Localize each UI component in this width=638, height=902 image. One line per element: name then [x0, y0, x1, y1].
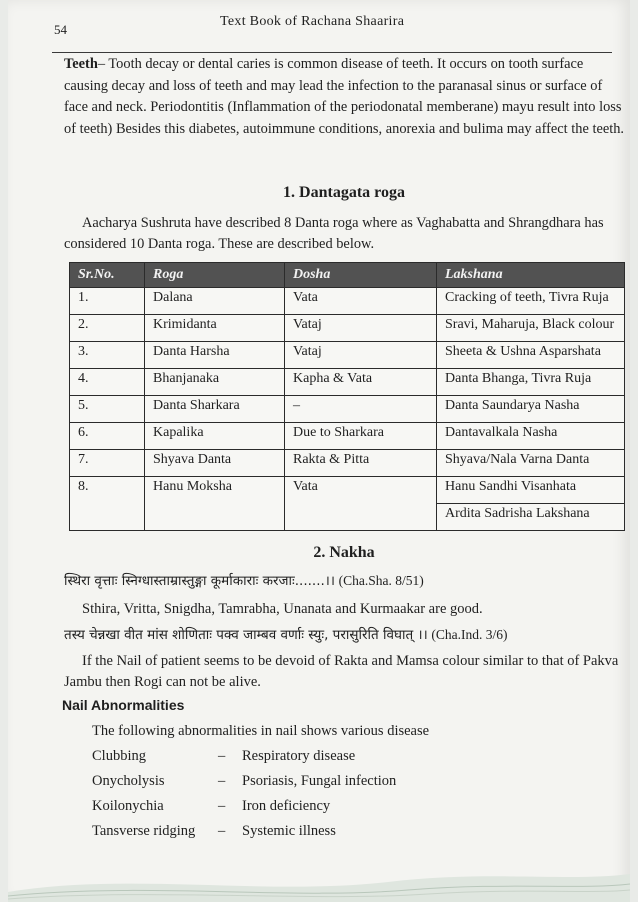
cell-lakshana: Hanu Sandhi Visanhata: [437, 477, 625, 504]
page-number: 54: [54, 22, 67, 37]
cell-dosha: Vata: [285, 477, 437, 531]
list-dash: –: [218, 748, 226, 764]
cell-roga: Dalana: [145, 288, 285, 315]
table-row: [70, 369, 625, 396]
abnormality-description: Respiratory disease: [242, 748, 356, 764]
book-page: [8, 0, 630, 902]
cell-roga: Danta Harsha: [145, 342, 285, 369]
cell-sr: 5.: [70, 396, 145, 423]
abnormality-term: Koilonychia: [92, 798, 164, 814]
table-row: [70, 315, 625, 342]
teeth-paragraph: [64, 54, 624, 140]
cell-sr: 6.: [70, 423, 145, 450]
teeth-text: – Tooth decay or dental caries is common disease of teeth. It occurs on tooth surface causing decay and loss of teeth and may lead the infection to the paranasal sinus or surface of face and neck. Periodontitis (Inflammation of the periodonatal memberane) mayu result into loss of teeth) Besides this diabetes, autoimmune conditions, anorexia and bulima may affect the teeth.: [64, 56, 625, 137]
table-row: [70, 477, 625, 504]
header-rule: [52, 52, 612, 53]
column-header-sr-no: Sr.No.: [70, 263, 145, 288]
table-row: [70, 342, 625, 369]
cell-dosha: Kapha & Vata: [285, 369, 437, 396]
list-dash: –: [218, 773, 226, 789]
verse-line-1: [64, 571, 630, 591]
list-item: [92, 748, 612, 770]
cell-sr: 8.: [70, 477, 145, 531]
cell-roga: Krimidanta: [145, 315, 285, 342]
running-title: Text Book of Rachana Shaarira: [220, 14, 405, 29]
sanskrit-verse: स्थिरा वृत्ताः स्निग्धास्ताम्रास्तुङ्गा कूर्माकाराः करजाः.......।।: [64, 573, 336, 589]
decorative-bottom-wave: [8, 852, 630, 902]
cell-lakshana: Dantavalkala Nasha: [437, 423, 625, 450]
verse-reference: (Cha.Ind. 3/6): [431, 627, 508, 642]
teeth-term: Teeth: [64, 56, 98, 72]
column-header-roga: Roga: [145, 263, 285, 288]
cell-sr: 2.: [70, 315, 145, 342]
cell-dosha: Vataj: [285, 342, 437, 369]
cell-roga: Shyava Danta: [145, 450, 285, 477]
nail-abnormalities-intro: The following abnormalities in nail shows various disease: [92, 723, 430, 739]
cell-sr: 4.: [70, 369, 145, 396]
list-item: [92, 798, 612, 820]
list-item: [92, 823, 612, 845]
section-heading-dantagata-roga: 1. Dantagata roga: [283, 184, 405, 201]
abnormality-term: Clubbing: [92, 748, 146, 764]
abnormality-term: Onycholysis: [92, 773, 165, 789]
table-row: [70, 288, 625, 315]
cell-dosha: Vataj: [285, 315, 437, 342]
nail-abnormalities-heading: Nail Abnormalities: [62, 697, 185, 713]
abnormality-description: Iron deficiency: [242, 798, 331, 814]
cell-lakshana: Danta Saundarya Nasha: [437, 396, 625, 423]
cell-roga: Danta Sharkara: [145, 396, 285, 423]
cell-dosha: Rakta & Pitta: [285, 450, 437, 477]
cell-dosha: –: [285, 396, 437, 423]
table-row: [70, 450, 625, 477]
cell-dosha: Due to Sharkara: [285, 423, 437, 450]
cell-roga: Hanu Moksha: [145, 477, 285, 531]
cell-dosha: Vata: [285, 288, 437, 315]
cell-lakshana: Sheeta & Ushna Asparshata: [437, 342, 625, 369]
cell-sr: 7.: [70, 450, 145, 477]
abnormality-description: Systemic illness: [242, 823, 336, 839]
sanskrit-verse: तस्य चेन्नखा वीत मांस शोणिताः पक्व जाम्बव वर्णाः स्युः, परासुरिति विघात् ।।: [64, 627, 428, 643]
list-dash: –: [218, 823, 226, 839]
danta-roga-intro: Aacharya Sushruta have described 8 Danta roga where as Vaghabatta and Shrangdhara has considered 10 Danta roga. These are described below.: [64, 215, 604, 252]
verse-translation: If the Nail of patient seems to be devoid of Rakta and Mamsa colour similar to that of Pakva Jambu then Rogi can not be alive.: [64, 653, 619, 690]
list-item: [92, 773, 612, 795]
abnormality-term: Tansverse ridging: [92, 823, 196, 839]
section-heading-nakha: 2. Nakha: [313, 544, 375, 561]
cell-lakshana: Cracking of teeth, Tivra Ruja: [437, 288, 625, 315]
page-header: [8, 12, 630, 46]
column-header-dosha: Dosha: [285, 263, 437, 288]
table-header-row: [70, 263, 625, 288]
cell-roga: Bhanjanaka: [145, 369, 285, 396]
column-header-lakshana: Lakshana: [437, 263, 625, 288]
cell-lakshana: Danta Bhanga, Tivra Ruja: [437, 369, 625, 396]
cell-sr: 1.: [70, 288, 145, 315]
verse-line-2: [64, 625, 630, 645]
list-dash: –: [218, 798, 226, 814]
verse-translation: Sthira, Vritta, Snigdha, Tamrabha, Unanata and Kurmaakar are good.: [82, 601, 483, 617]
cell-sr: 3.: [70, 342, 145, 369]
page-body: [62, 54, 625, 839]
cell-roga: Kapalika: [145, 423, 285, 450]
table-row: [70, 396, 625, 423]
abnormality-description: Psoriasis, Fungal infection: [242, 773, 397, 789]
table-row: [70, 423, 625, 450]
verse-reference: (Cha.Sha. 8/51): [338, 573, 424, 588]
danta-roga-table: [69, 262, 625, 531]
cell-lakshana: Shyava/Nala Varna Danta: [437, 450, 625, 477]
cell-lakshana: Sravi, Maharuja, Black colour: [437, 315, 625, 342]
cell-lakshana: Ardita Sadrisha Lakshana: [437, 504, 625, 531]
